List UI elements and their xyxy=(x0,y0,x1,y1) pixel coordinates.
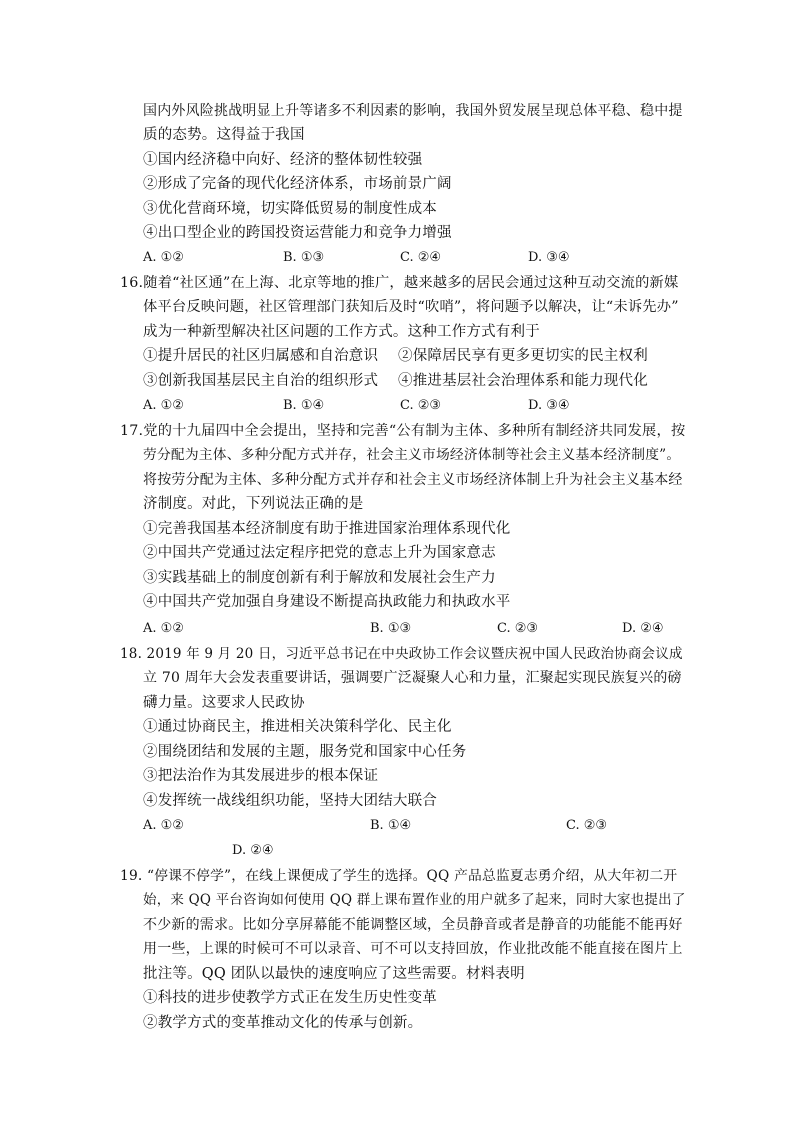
q18-stem-line-3: 礴力量。这要求人民政协 xyxy=(143,695,305,711)
q18-item-2: ②围绕团结和发展的主题，服务党和国家中心任务 xyxy=(143,744,467,760)
q19-stem-line-3: 不少新的需求。比如分享屏幕能不能调整区域，全员静音或者是静音的功能能不能再好 xyxy=(143,917,683,933)
q16-item-2: ②保障居民享有更多更切实的民主权利 xyxy=(398,348,648,364)
q16-stem-line-1: 16.随着“社区通”在上海、北京等地的推广，越来越多的居民会通过这种互动交流的新媒 xyxy=(120,275,679,291)
q18-item-1: ①通过协商民主，推进相关决策科学化、民主化 xyxy=(143,719,452,735)
q16-item-1: ①提升居民的社区归属感和自治意识 xyxy=(143,348,379,364)
q17-option-a: A. ①② xyxy=(143,621,184,636)
q17-item-2: ②中国共产党通过法定程序把党的意志上升为国家意志 xyxy=(143,545,496,561)
q16-option-c: C. ②③ xyxy=(400,398,442,413)
q17-stem-line-4: 济制度。对此，下列说法正确的是 xyxy=(143,496,364,512)
q16-stem-line-2: 体平台反映问题，社区管理部门获知后及时“吹哨”，将问题予以解决，让“未诉先办” xyxy=(143,299,679,315)
q15-stem-line-1: 国内外风险挑战明显上升等诸多不利因素的影响，我国外贸发展呈现总体平稳、稳中提 xyxy=(143,103,683,119)
q17-option-c: C. ②③ xyxy=(497,621,539,636)
q15-item-2: ②形成了完备的现代化经济体系，市场前景广阔 xyxy=(143,176,452,192)
q17-stem-line-3: 将按劳分配为主体、多种分配方式并存和社会主义市场经济体制上升为社会主义基本经 xyxy=(143,472,683,488)
q15-option-b: B. ①③ xyxy=(283,250,325,265)
q19-stem-line-2: 始，来 QQ 平台咨询如何使用 QQ 群上课布置作业的用户就多了起来，同时大家也提出了 xyxy=(143,892,686,908)
q15-item-4: ④出口型企业的跨国投资运营能力和竞争力增强 xyxy=(143,225,452,241)
q17-item-1: ①完善我国基本经济制度有助于推进国家治理体系现代化 xyxy=(143,521,511,537)
q15-option-a: A. ①② xyxy=(143,250,184,265)
q18-stem-line-2: 立 70 周年大会发表重要讲话，强调要广泛凝聚人心和力量，汇聚起实现民族复兴的磅 xyxy=(143,670,682,686)
q18-item-4: ④发挥统一战线组织功能，坚持大团结大联合 xyxy=(143,793,437,809)
q17-option-d: D. ②④ xyxy=(622,621,664,636)
q15-item-3: ③优化营商环境，切实降低贸易的制度性成本 xyxy=(143,201,437,217)
q18-option-b: B. ①④ xyxy=(370,818,412,833)
q15-stem-line-2: 质的态势。这得益于我国 xyxy=(143,127,305,143)
q18-option-d: D. ②④ xyxy=(232,843,274,858)
q16-option-d: D. ③④ xyxy=(528,398,570,413)
q18-stem-line-1: 18. 2019 年 9 月 20 日，习近平总书记在中央政协工作会议暨庆祝中国人民政治协商会议成 xyxy=(120,646,683,662)
q15-option-c: C. ②④ xyxy=(400,250,442,265)
q15-item-1: ①国内经济稳中向好、经济的整体韧性较强 xyxy=(143,152,423,168)
q19-item-2: ②教学方式的变革推动文化的传承与创新。 xyxy=(143,1015,423,1031)
q17-stem-line-1: 17.党的十九届四中全会提出，坚持和完善“公有制为主体、多种所有制经济共同发展，按 xyxy=(120,423,686,439)
q16-stem-line-3: 成为一种新型解决社区问题的工作方式。这种工作方式有利于 xyxy=(143,324,540,340)
q19-stem-line-4: 用一些，上课的时候可不可以录音、可不可以支持回放，作业批改能不能直接在图片上 xyxy=(143,941,683,957)
q17-item-4: ④中国共产党加强自身建设不断提高执政能力和执政水平 xyxy=(143,594,511,610)
q17-option-b: B. ①③ xyxy=(370,621,412,636)
q16-item-4: ④推进基层社会治理体系和能力现代化 xyxy=(398,373,648,389)
q17-item-3: ③实践基础上的制度创新有利于解放和发展社会生产力 xyxy=(143,570,496,586)
q19-stem-line-5: 批注等。QQ 团队以最快的速度响应了这些需要。材料表明 xyxy=(143,966,525,982)
q19-stem-line-1: 19. “停课不停学”，在线上课便成了学生的选择。QQ 产品总监夏志勇介绍，从大年初二开 xyxy=(120,868,678,884)
q19-item-1: ①科技的进步使教学方式正在发生历史性变革 xyxy=(143,990,437,1006)
q18-item-3: ③把法治作为其发展进步的根本保证 xyxy=(143,768,379,784)
q16-item-3: ③创新我国基层民主自治的组织形式 xyxy=(143,373,379,389)
q16-option-b: B. ①④ xyxy=(283,398,325,413)
q15-option-d: D. ③④ xyxy=(528,250,570,265)
q16-option-a: A. ①② xyxy=(143,398,184,413)
q18-option-c: C. ②③ xyxy=(566,818,608,833)
q17-stem-line-2: 劳分配为主体、多种分配方式并存，社会主义市场经济体制等社会主义基本经济制度”。 xyxy=(143,447,681,463)
q18-option-a: A. ①② xyxy=(143,818,184,833)
